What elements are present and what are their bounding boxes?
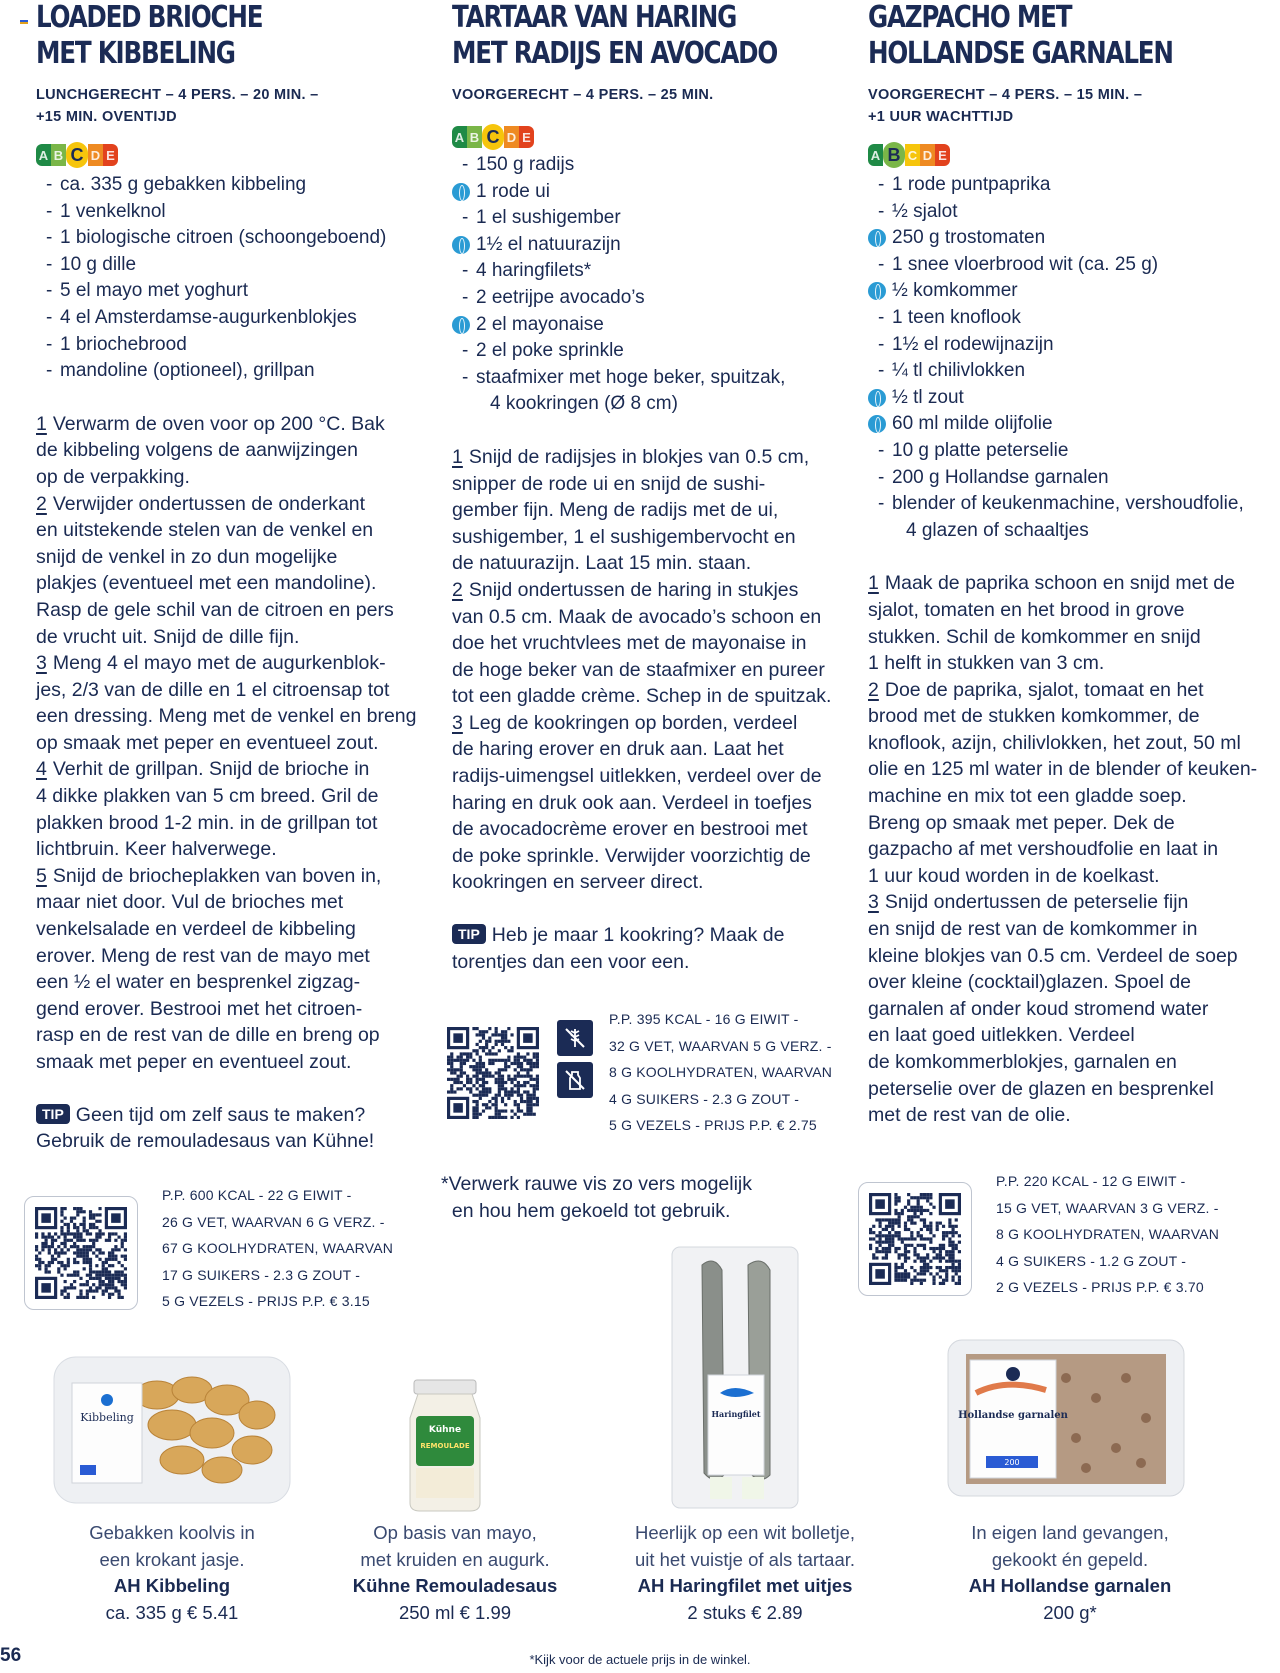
ingredient-list bbox=[452, 152, 852, 418]
globe-icon bbox=[452, 236, 470, 254]
nutriscore-badge bbox=[452, 124, 852, 150]
ingredient-item: 1 rode ui bbox=[452, 179, 852, 206]
ingredient-item: 250 g trostomaten bbox=[868, 225, 1278, 252]
tip: TIP Heb je maar 1 kookring? Maak de torentjes dan een voor een. bbox=[452, 924, 785, 973]
ingredient-item: - 10 g platte peterselie bbox=[878, 439, 1069, 461]
gluten-free-icon bbox=[557, 1020, 593, 1056]
nutrition-info: P.P. 395 KCAL - 16 G EIWIT - 32 G VET, WAARVAN 5 G VERZ. - 8 G KOOLHYDRATEN, WAARVAN 4 G SUIKERS - 2.3 G ZOUT - 5 G VEZELS - PRIJS P.P. € 2.75 bbox=[609, 1011, 833, 1134]
nutrition-box-kibbeling bbox=[24, 1187, 394, 1315]
nutriscore-d: D bbox=[920, 144, 935, 166]
recipe-step: 1 Snijd de radijsjes in blokjes van 0.5 cm, snipper de rode ui en snijd de sushi- gember fijn. Meng de radijs met de ui, sushigember, 1 el sushigembervocht en de natuurazijn. Laat 15 min. staan. bbox=[452, 445, 810, 575]
globe-icon bbox=[452, 183, 470, 201]
price-footnote: *Kijk voor de actuele prijs in de winkel. bbox=[529, 1652, 751, 1667]
ingredient-item: - ca. 335 g gebakken kibbeling bbox=[46, 174, 307, 195]
ingredient-list bbox=[36, 172, 436, 385]
nutriscore-e: E bbox=[519, 126, 534, 148]
recipe-steps bbox=[36, 411, 436, 1076]
recipe-step: 2 Snijd ondertussen de haring in stukjes van 0.5 cm. Maak de avocado’s schoon en doe het vruchtvlees met de mayonaise in de hoge beker van de staafmixer en pureer tot een gladde crème. Schep in de spuitzak. bbox=[452, 578, 832, 708]
tip-badge: TIP bbox=[452, 924, 486, 944]
nutriscore-d: D bbox=[504, 126, 519, 148]
ingredient-item: 60 ml milde olijfolie bbox=[868, 411, 1278, 438]
nutriscore-e: E bbox=[103, 144, 118, 166]
jar-label: REMOULADE bbox=[420, 1442, 470, 1450]
recipe-step: 2 Doe de paprika, sjalot, tomaat en het brood met de stukken komkommer, de knoflook, azijn, chilivlokken, het zout, 50 ml olie en 125 ml water in de blender of keuken- machine en mix tot een gladde soep. Breng op smaak met peper. Dek de gazpacho af met vershoudfolie en laat in 1 uur koud worden in de koelkast. bbox=[868, 678, 1258, 887]
product-haringfilet: Heerlijk op een wit bolletje, uit het vuistje of als tartaar. AH Haringfilet met uitjes 2 stuks € 2.89 bbox=[610, 1520, 880, 1626]
recipe-steps bbox=[868, 570, 1278, 1128]
nutriscore-badge bbox=[36, 142, 436, 168]
recipe-step: 3 Snijd ondertussen de peterselie fijn en snijd de rest van de komkommer in kleine blokjes van 0.5 cm. Verdeel de soep over kleine (cocktail)glazen. Spoel de garnalen af onder koud stromend water en laat goed uitlekken. Verdeel de komkommerblokjes, garnalen en peterselie over de glazen en besprenkel met de rest van de olie. bbox=[868, 891, 1238, 1127]
diet-icons bbox=[557, 1020, 593, 1139]
ingredient-item: ½ tl zout bbox=[868, 385, 1278, 412]
haringfilet-package-image bbox=[670, 1245, 800, 1510]
garnalen-pack-label: Hollandse garnalen bbox=[958, 1410, 1068, 1421]
ingredient-item: - 4 haringfilets* bbox=[462, 260, 592, 282]
nutriscore-c: C bbox=[905, 144, 920, 166]
product-kibbeling: Gebakken koolvis in een krokant jasje. AH Kibbeling ca. 335 g € 5.41 bbox=[52, 1520, 292, 1626]
product-name: AH Haringfilet met uitjes bbox=[637, 1575, 853, 1597]
tip-badge: TIP bbox=[36, 1104, 70, 1124]
ingredient-item: - 1 briochebrood bbox=[46, 333, 187, 355]
nutriscore-a: A bbox=[36, 144, 51, 166]
recipe-kibbeling bbox=[36, 0, 436, 1155]
nutriscore-c: C bbox=[482, 124, 504, 150]
nutriscore-c: C bbox=[66, 142, 88, 168]
recipe-gazpacho bbox=[868, 0, 1278, 1129]
kibbeling-package-image bbox=[52, 1355, 292, 1505]
haring-pack-label: Haringfilet bbox=[711, 1409, 761, 1419]
nutriscore-a: A bbox=[868, 144, 883, 166]
ingredient-item: - 2 eetrijpe avocado’s bbox=[462, 286, 645, 308]
ingredient-item: - 1 teen knoflook bbox=[878, 306, 1021, 328]
ingredient-item: - 150 g radijs bbox=[462, 154, 575, 175]
ingredient-item: - 200 g Hollandse garnalen bbox=[878, 466, 1109, 488]
globe-icon bbox=[452, 316, 470, 334]
ingredient-item: 4 glazen of schaaltjes bbox=[906, 519, 1089, 541]
jar-brand: Kühne bbox=[428, 1425, 462, 1435]
product-price: 200 g* bbox=[1043, 1601, 1097, 1623]
ingredient-item: - mandoline (optioneel), grillpan bbox=[46, 360, 315, 382]
remouladesaus-jar-image bbox=[400, 1378, 490, 1513]
recipe-title: GAZPACHO MET HOLLANDSE GARNALEN bbox=[868, 0, 1173, 71]
product-name: AH Hollandse garnalen bbox=[968, 1575, 1172, 1597]
garnalen-package-image bbox=[946, 1338, 1186, 1498]
product-price: 2 stuks € 2.89 bbox=[687, 1601, 803, 1623]
nutriscore-b: B bbox=[467, 126, 482, 148]
recipe-step: 2 Verwijder ondertussen de onderkant en uitstekende stelen van de venkel en snijd de venkel in zo dun mogelijke plakjes (eventueel met een mandoline). Rasp de gele schil van de citroen en pers de vrucht uit. Snijd de dille fijn. bbox=[36, 492, 394, 648]
qr-code[interactable] bbox=[441, 1020, 545, 1126]
globe-icon bbox=[868, 229, 886, 247]
ingredient-item: 4 kookringen (Ø 8 cm) bbox=[490, 393, 678, 415]
qr-code[interactable] bbox=[858, 1182, 972, 1296]
page-number: 56 bbox=[0, 1645, 22, 1666]
page-edge-marker bbox=[20, 20, 28, 24]
recipe-step: 5 Snijd de briocheplakken van boven in, maar niet door. Vul de brioches met venkelsalade en verdeel de kibbeling erover. Meng de rest van de mayo met een ½ el water en besprenkel zigzag- gend erover. Bestrooi met het citroen- rasp en de rest van de dille en breng op smaak met peper en eventueel zout. bbox=[36, 864, 382, 1073]
recipe-step: 1 Verwarm de oven voor op 200 °C. Bak de kibbeling volgens de aanwijzingen op de verpakking. bbox=[36, 412, 385, 488]
ingredient-item: - 5 el mayo met yoghurt bbox=[46, 280, 248, 302]
nutriscore-badge bbox=[868, 142, 1278, 168]
tip: TIP Geen tijd om zelf saus te maken? Gebruik de remouladesaus van Kühne! bbox=[36, 1103, 375, 1153]
raw-fish-note: *Verwerk rauwe vis zo vers mogelijk en hou hem gekoeld tot gebruik. bbox=[441, 1173, 753, 1222]
product-price: 250 ml € 1.99 bbox=[398, 1601, 512, 1623]
recipe-meta: VOORGERECHT – 4 PERS. – 25 MIN. bbox=[452, 87, 714, 103]
recipe-meta: LUNCHGERECHT – 4 PERS. – 20 MIN. – +15 MIN. OVENTIJD bbox=[36, 87, 319, 125]
recipe-steps bbox=[452, 444, 852, 896]
ingredient-item: - 1 rode puntpaprika bbox=[878, 174, 1051, 195]
ingredient-item: - 1 biologische citroen (schoongeboend) bbox=[46, 227, 387, 249]
globe-icon bbox=[868, 415, 886, 433]
ingredient-item: - 1 el sushigember bbox=[462, 207, 621, 229]
globe-icon bbox=[868, 389, 886, 407]
ingredient-item: - 1 venkelknol bbox=[46, 200, 166, 222]
kibbeling-pack-label: Kibbeling bbox=[80, 1411, 134, 1424]
ingredient-item: - ¼ tl chilivlokken bbox=[878, 360, 1026, 382]
ingredient-item: ½ komkommer bbox=[868, 278, 1278, 305]
garnalen-pack-weight: 200 bbox=[1004, 1458, 1020, 1467]
ingredient-item: - 2 el poke sprinkle bbox=[462, 340, 624, 362]
product-price: ca. 335 g € 5.41 bbox=[105, 1601, 239, 1623]
nutriscore-b: B bbox=[51, 144, 66, 166]
recipe-title: TARTAAR VAN HARING MET RADIJS EN AVOCADO bbox=[452, 0, 778, 71]
ingredient-list bbox=[868, 172, 1278, 544]
ingredient-item: - 1½ el rodewijnazijn bbox=[878, 333, 1054, 355]
recipe-haring bbox=[452, 0, 852, 975]
lactose-free-icon bbox=[557, 1062, 593, 1098]
nutrition-box-haring bbox=[441, 1011, 833, 1139]
nutrition-info: P.P. 220 KCAL - 12 G EIWIT - 15 G VET, WAARVAN 3 G VERZ. - 8 G KOOLHYDRATEN, WAARVAN 4 G SUIKERS - 1.2 G ZOUT - 2 G VEZELS - PRIJS P.P. € 3.70 bbox=[996, 1173, 1220, 1296]
globe-icon bbox=[868, 282, 886, 300]
ingredient-item: - ½ sjalot bbox=[878, 200, 958, 222]
ingredient-item: - blender of keukenmachine, vershoudfolie, bbox=[878, 493, 1244, 515]
nutriscore-d: D bbox=[88, 144, 103, 166]
recipe-step: 3 Meng 4 el mayo met de augurkenblok- jes, 2/3 van de dille en 1 el citroensap tot een dressing. Meng met de venkel en breng op smaak met peper en eventueel zout. bbox=[36, 652, 417, 754]
nutrition-info: P.P. 600 KCAL - 22 G EIWIT - 26 G VET, WAARVAN 6 G VERZ. - 67 G KOOLHYDRATEN, WAARVAN 17 G SUIKERS - 2.3 G ZOUT - 5 G VEZELS - PRIJS P.P. € 3.15 bbox=[162, 1187, 394, 1310]
recipe-step: 1 Maak de paprika schoon en snijd met de sjalot, tomaten en het brood in grove stukken. Schil de komkommer en snijd 1 helft in stukken van 3 cm. bbox=[868, 572, 1235, 675]
nutriscore-b: B bbox=[883, 142, 905, 168]
product-garnalen: In eigen land gevangen, gekookt én gepeld. AH Hollandse garnalen 200 g* bbox=[940, 1520, 1200, 1626]
product-remouladesaus: Op basis van mayo, met kruiden en augurk. Kühne Remouladesaus 250 ml € 1.99 bbox=[330, 1520, 580, 1626]
qr-code[interactable] bbox=[24, 1196, 138, 1310]
ingredient-item: - 4 el Amsterdamse-augurkenblokjes bbox=[46, 306, 357, 328]
recipe-title: LOADED BRIOCHE MET KIBBELING bbox=[36, 0, 263, 71]
recipe-step: 3 Leg de kookringen op borden, verdeel de haring erover en druk aan. Laat het radijs-uimengsel uitlekken, verdeel over de haring en druk ook aan. Verdeel in toefjes de avocadocrème erover en bestrooi met de poke sprinkle. Verwijder voorzichtig de kookringen en serveer direct. bbox=[452, 711, 822, 894]
product-name: Kühne Remouladesaus bbox=[352, 1575, 558, 1597]
nutriscore-e: E bbox=[935, 144, 950, 166]
nutriscore-a: A bbox=[452, 126, 467, 148]
nutrition-box-gazpacho bbox=[858, 1173, 1220, 1301]
ingredient-item: - staafmixer met hoge beker, spuitzak, bbox=[462, 366, 786, 388]
ingredient-item: 1½ el natuurazijn bbox=[452, 232, 852, 259]
recipe-meta: VOORGERECHT – 4 PERS. – 15 MIN. – +1 UUR WACHTTIJD bbox=[868, 87, 1143, 125]
ingredient-item: 2 el mayonaise bbox=[452, 312, 852, 339]
ingredient-item: - 1 snee vloerbrood wit (ca. 25 g) bbox=[878, 253, 1159, 275]
ingredient-item: - 10 g dille bbox=[46, 253, 137, 275]
recipe-step: 4 Verhit de grillpan. Snijd de brioche in 4 dikke plakken van 5 cm breed. Gril de plakken brood 1-2 min. in de grillpan tot lichtbruin. Keer halverwege. bbox=[36, 758, 379, 861]
product-name: AH Kibbeling bbox=[113, 1575, 231, 1597]
